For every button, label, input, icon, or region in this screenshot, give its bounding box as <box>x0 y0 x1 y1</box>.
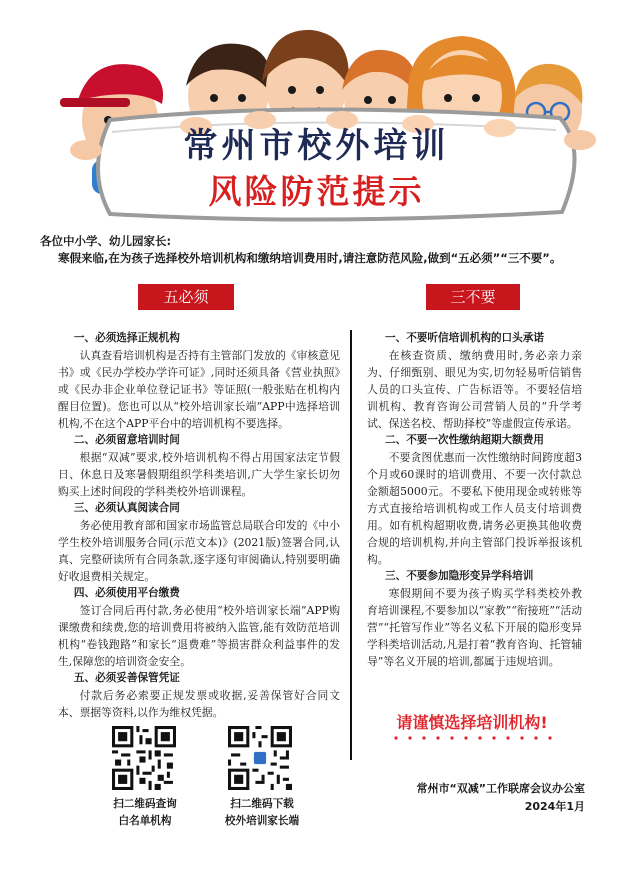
page-subtitle: 风险防范提示 <box>208 172 425 211</box>
section-body: 寒假期间不要为孩子购买学科类校外教育培训课程,不要参加以“家教”“衔接班”“活动营”“托管写作业”等名义私下开展的隐形变异学科类培训活动,凡是打着“教育咨询、托管辅导”等名义开展的培训,都属于违规培训。 <box>367 587 582 668</box>
qr2-caption-line1: 扫二维码下载 <box>230 798 294 810</box>
whitelist-qr-caption <box>90 796 200 830</box>
qr1-caption-line1: 扫二维码查询 <box>113 798 177 810</box>
section-body: 务必使用教育部和国家市场监管总局联合印发的《中小学生校外培训服务合同(示范文本)》(2021版)签署合同,认真、完整研读所有合同条款,逐字逐句审阅确认,特别要明确好收退费相关规定。 <box>58 519 340 583</box>
caution-slogan: 请谨慎选择培训机构! <box>396 713 548 732</box>
issue-date: 2024年1月 <box>524 800 585 813</box>
section-body: 根据“双减”要求,校外培训机构不得占用国家法定节假日、休息日及寒暑假期组织学科类培训,广大学生家长切勿购买上述时间段的学科类校外培训课程。 <box>58 451 340 498</box>
page-title: 常州市校外培训 <box>183 126 450 166</box>
section-title: 二、必须留意培训时间 <box>73 434 180 446</box>
section-title: 三、必须认真阅读合同 <box>73 502 180 514</box>
section-title: 四、必须使用平台缴费 <box>73 587 180 599</box>
parent-app-qr-caption <box>200 796 324 830</box>
section-title: 二、不要一次性缴纳超期大额费用 <box>385 434 544 446</box>
section-title: 一、必须选择正规机构 <box>73 332 180 344</box>
intro-text: 寒假来临,在为孩子选择校外培训机构和缴纳培训费用时,请注意防范风险,做到“五必须”“三不要”。 <box>58 251 562 265</box>
section-body: 不要贪图优惠而一次性缴纳时间跨度超3个月或60课时的培训费用、不要一次付款总金额超5000元。不要私下使用现金或转账等方式直接给培训机构或工作人员支付培训费用。如有机构超期收费,请务必更换其他收费合规的培训机构,并向主管部门投诉举报该机构。 <box>367 451 582 566</box>
qr2-caption-line2: 校外培训家长端 <box>224 815 300 827</box>
salutation: 各位中小学、幼儿园家长: <box>40 234 172 248</box>
issuer-org: 常州市“双减”工作联席会议办公室 <box>416 782 585 795</box>
section-body: 在核查资质、缴纳费用时,务必亲力亲为、仔细甄别、眼见为实,切勿轻易听信销售人员的口头宣传、广告标语等。不要轻信培训机构、教育咨询公司营销人员的“升学考试、保送名校、帮助择校”等虚假宣传承诺。 <box>367 349 582 430</box>
five-musts-tag: 五必须 <box>138 284 234 310</box>
five-musts-column <box>58 330 340 721</box>
section-body: 付款后务必索要正规发票或收据,妥善保管好合同文本、票据等资料,以作为维权凭据。 <box>58 689 340 719</box>
issuer-block <box>395 780 585 816</box>
caution-underline-dots <box>392 736 562 740</box>
section-body: 认真查看培训机构是否持有主管部门发放的《审核意见书》或《民办学校办学许可证》,同时还须具备《营业执照》或《民办非企业单位登记证书》等证照(一般张贴在机构内醒目位置)。您也可以从“校外培训家长端”APP中选择培训机构,不在这个APP平台中的培训机构不要选择。 <box>58 349 340 430</box>
section-body: 签订合同后再付款,务必使用“校外培训家长端”APP购课缴费和续费,您的培训费用将被纳入监管,能有效防范培训机构“卷钱跑路”和家长“退费难”等损害群众利益事件的发生,保障您的培训资金安全。 <box>58 604 340 668</box>
qr1-caption-line2: 白名单机构 <box>118 815 172 827</box>
section-title: 三、不要参加隐形变异学科培训 <box>385 570 534 582</box>
three-donts-tag: 三不要 <box>426 284 520 310</box>
section-title: 五、必须妥善保管凭证 <box>73 672 180 684</box>
whitelist-qr-code[interactable] <box>112 726 176 790</box>
parent-app-qr-code[interactable] <box>228 726 292 790</box>
column-divider <box>350 330 352 760</box>
three-donts-column <box>367 330 582 670</box>
header-banner <box>0 0 633 230</box>
section-title: 一、不要听信培训机构的口头承诺 <box>385 332 544 344</box>
app-logo-icon <box>254 752 266 764</box>
